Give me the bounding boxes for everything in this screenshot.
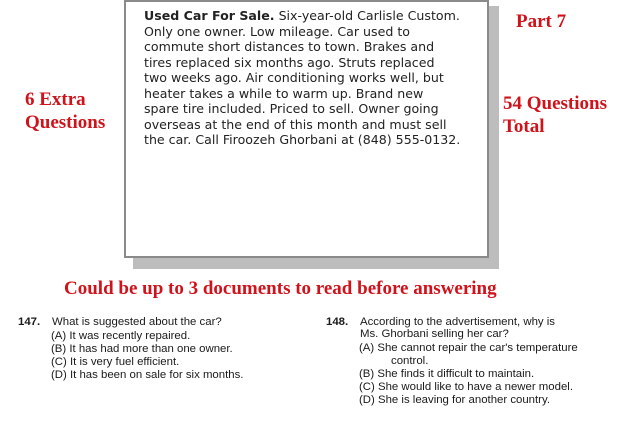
ad-line-2: Only one owner. Low mileage. Car used to — [144, 23, 410, 39]
ad-lead: Used Car For Sale. — [144, 8, 275, 23]
ad-line-1-rest: Six-year-old Carlisle Custom. — [274, 8, 460, 23]
ad-line-8: overseas at the end of this month and must sell — [144, 116, 447, 132]
ad-line-5: two weeks ago. Air conditioning works well, but — [144, 70, 444, 85]
ad-line-9: the car. Call Firoozeh Ghorbani at (848) 555-0132. — [144, 132, 461, 147]
extra-questions-line1: 6 Extra — [25, 89, 86, 110]
option-a-continued[interactable]: control. — [391, 355, 429, 367]
question-stem: What is suggested about the car? — [52, 316, 222, 328]
option-a[interactable]: (A) It was recently repaired. — [51, 330, 191, 342]
question-stem-line2: Ms. Ghorbani selling her car? — [360, 328, 509, 340]
question-number: 148. — [326, 316, 349, 328]
question-148 — [326, 316, 616, 416]
option-d[interactable]: (D) She is leaving for another country. — [359, 394, 550, 406]
option-c[interactable]: (C) It is very fuel efficient. — [51, 356, 180, 368]
option-c[interactable]: (C) She would like to have a newer model. — [359, 381, 573, 393]
part-label: Part 7 — [516, 11, 567, 32]
ad-line-3: commute short distances to town. Brakes and — [144, 39, 435, 54]
ad-line-6: heater takes a while to warm up. Brand new — [144, 85, 424, 101]
extra-questions-line2: Questions — [25, 112, 106, 133]
option-b[interactable]: (B) She finds it difficult to maintain. — [359, 368, 535, 380]
advertisement-text — [144, 8, 474, 148]
question-stem-line1: According to the advertisement, why is — [360, 316, 555, 328]
total-questions-line2: Total — [503, 116, 545, 137]
total-questions-line1: 54 Questions — [503, 93, 607, 114]
question-number: 147. — [18, 316, 41, 328]
ad-line-1 — [144, 8, 474, 24]
documents-note: Could be up to 3 documents to read before answering — [64, 278, 497, 299]
option-a[interactable]: (A) She cannot repair the car's temperature — [359, 342, 578, 354]
option-b[interactable]: (B) It has had more than one owner. — [51, 343, 233, 355]
ad-line-7: spare tire included. Priced to sell. Owner going — [144, 101, 439, 116]
question-147 — [18, 316, 308, 396]
option-d[interactable]: (D) It has been on sale for six months. — [51, 369, 244, 381]
ad-line-4: tires replaced six months ago. Struts replaced — [144, 54, 435, 70]
